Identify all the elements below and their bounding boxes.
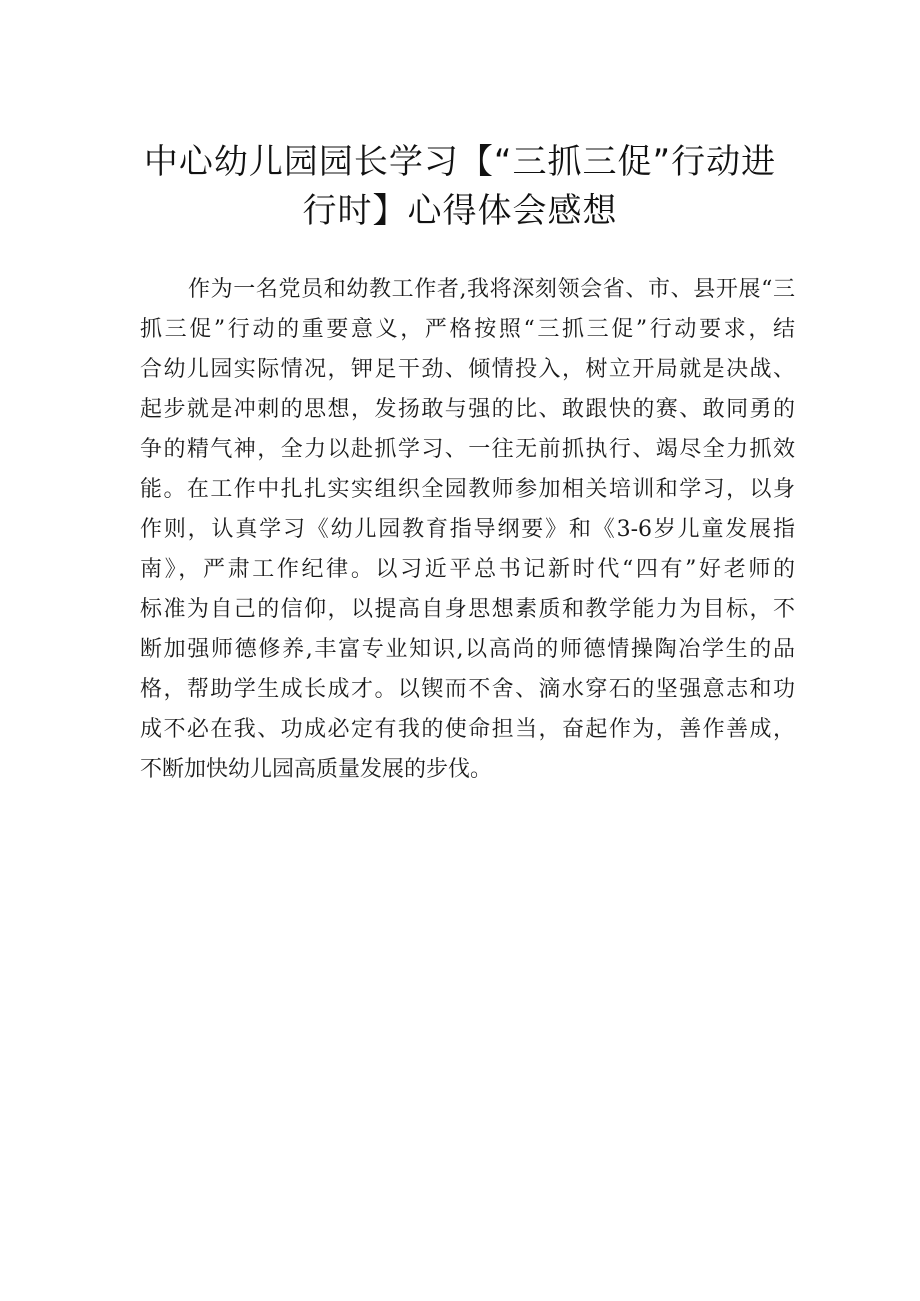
document-title: [120, 138, 800, 236]
body-paragraph: [140, 270, 795, 790]
body-line: 南》，严肃工作纪律。以习近平总书记新时代“四有”好老师的: [140, 557, 795, 582]
body-line: 争的精气神，全力以赴抓学习、一往无前抓执行、竭尽全力抓效: [140, 437, 795, 462]
body-line: 起步就是冲刺的思想，发扬敢与强的比、敢跟快的赛、敢同勇的: [140, 397, 795, 422]
body-line: 不断加快幼儿园高质量发展的步伐。: [140, 757, 493, 782]
body-line: 作则，认真学习《幼儿园教育指导纲要》和《3-6岁儿童发展指: [140, 517, 795, 542]
body-line: 能。在工作中扎扎实实组织全园教师参加相关培训和学习，以身: [140, 477, 795, 502]
body-line: 作为一名党员和幼教工作者,我将深刻领会省、市、县开展“三: [188, 277, 795, 302]
body-line: 格，帮助学生成长成才。以锲而不舍、滴水穿石的坚强意志和功: [140, 677, 795, 702]
title-line-2: 行时】心得体会感想: [302, 191, 618, 231]
body-line: 抓三促”行动的重要意义，严格按照“三抓三促”行动要求，结: [140, 317, 795, 342]
body-line: 标准为自己的信仰，以提高自身思想素质和教学能力为目标，不: [140, 597, 795, 622]
title-line-1: 中心幼儿园园长学习【“三抓三促”行动进: [143, 142, 777, 182]
body-line: 断加强师德修养,丰富专业知识,以高尚的师德情操陶冶学生的品: [140, 637, 795, 662]
body-line: 成不必在我、功成必定有我的使命担当，奋起作为，善作善成，: [140, 717, 795, 742]
body-line: 合幼儿园实际情况，钾足干劲、倾情投入，树立开局就是决战、: [140, 357, 795, 382]
